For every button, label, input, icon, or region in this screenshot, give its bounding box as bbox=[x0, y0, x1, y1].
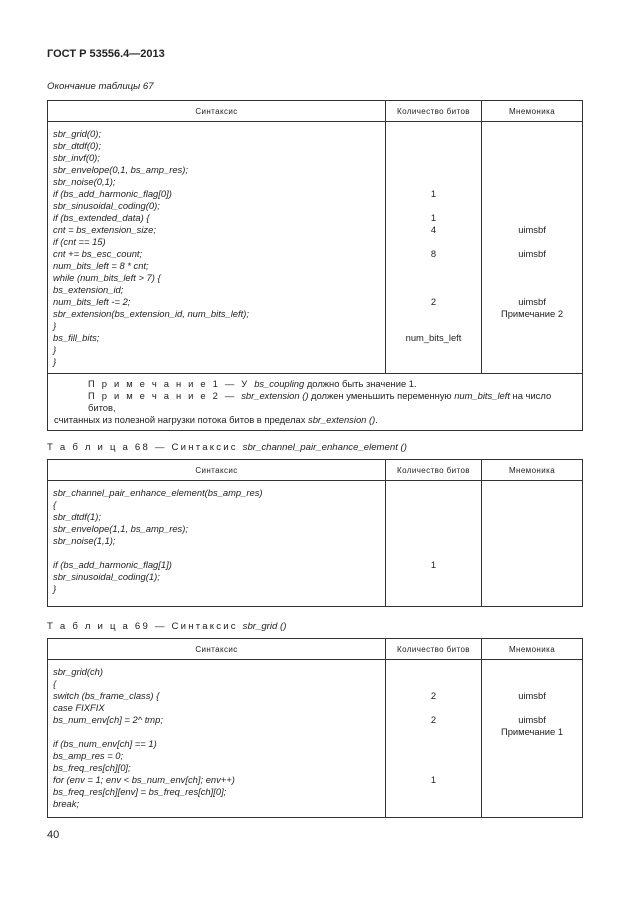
table-cell: 1 bbox=[430, 212, 437, 223]
table67-caption: Окончание таблицы 67 bbox=[47, 81, 154, 92]
bits-column bbox=[386, 481, 482, 606]
table-cell: if (bs_num_env[ch] == 1) bbox=[53, 738, 157, 749]
table-cell bbox=[386, 236, 481, 248]
note-2-continued: считанных из полезной нагрузки потока битов в пределах sbr_extension (). bbox=[54, 414, 378, 425]
table-cell: { bbox=[53, 499, 57, 510]
table-cell bbox=[386, 200, 481, 212]
table-cell bbox=[386, 798, 481, 810]
table-cell: sbr_grid(ch) bbox=[53, 666, 104, 677]
table-cell bbox=[482, 260, 582, 272]
table-cell bbox=[386, 128, 481, 140]
table-cell: sbr_envelope(1,1, bs_amp_res); bbox=[53, 523, 188, 534]
bits-column bbox=[386, 660, 482, 818]
table-cell: 1 bbox=[430, 774, 437, 785]
table-cell bbox=[386, 140, 481, 152]
table-cell bbox=[48, 726, 385, 738]
col-header-syntax: Синтаксис bbox=[48, 460, 386, 480]
table-cell bbox=[482, 738, 582, 750]
table-cell bbox=[482, 128, 582, 140]
table-cell bbox=[386, 487, 481, 499]
table-cell bbox=[482, 487, 582, 499]
table-cell: bs_amp_res = 0; bbox=[53, 750, 124, 761]
col-header-syntax: Синтаксис bbox=[48, 101, 386, 121]
table-cell bbox=[386, 152, 481, 164]
table-cell: bs_extension_id; bbox=[53, 284, 124, 295]
table-cell: Примечание 2 bbox=[500, 308, 564, 319]
col-header-mnemonic: Мнемоника bbox=[508, 465, 556, 475]
table-cell bbox=[386, 344, 481, 356]
table-header bbox=[48, 101, 582, 122]
table-cell bbox=[482, 666, 582, 678]
table-cell: sbr_dtdf(0); bbox=[53, 140, 101, 151]
col-header-bits: Количество битов bbox=[386, 639, 482, 659]
table-68 bbox=[47, 459, 583, 607]
table-body bbox=[48, 122, 582, 373]
table-cell: for (env = 1; env < bs_num_env[ch]; env++) bbox=[53, 774, 235, 785]
table-69 bbox=[47, 638, 583, 818]
table-cell bbox=[482, 236, 582, 248]
table-body bbox=[48, 481, 582, 606]
table-cell bbox=[482, 344, 582, 356]
table-cell: } bbox=[53, 320, 57, 331]
table-cell bbox=[482, 798, 582, 810]
document-header: ГОСТ Р 53556.4—2013 bbox=[47, 48, 165, 60]
table-cell bbox=[386, 726, 481, 738]
table-cell bbox=[386, 272, 481, 284]
table-cell bbox=[386, 164, 481, 176]
table-cell: bs_num_env[ch] = 2^ tmp; bbox=[53, 714, 163, 725]
table-cell bbox=[482, 356, 582, 368]
table-cell: cnt += bs_esc_count; bbox=[53, 248, 143, 259]
syntax-column bbox=[48, 122, 386, 373]
table-cell bbox=[482, 212, 582, 224]
table-cell: { bbox=[53, 678, 57, 689]
table-cell: uimsbf bbox=[518, 714, 546, 725]
table-cell: num_bits_left = 8 * cnt; bbox=[53, 260, 149, 271]
table-cell: sbr_grid(0); bbox=[53, 128, 101, 139]
mnemonic-column bbox=[482, 481, 582, 606]
col-header-syntax: Синтаксис bbox=[48, 639, 386, 659]
table-cell bbox=[482, 284, 582, 296]
table-cell: bs_freq_res[ch][env] = bs_freq_res[ch][0]; bbox=[53, 786, 227, 797]
table-cell bbox=[386, 738, 481, 750]
table-cell: 2 bbox=[430, 714, 437, 725]
table-cell bbox=[482, 762, 582, 774]
table-cell bbox=[386, 583, 481, 595]
syntax-column bbox=[48, 481, 386, 606]
table-cell bbox=[482, 786, 582, 798]
table-header bbox=[48, 639, 582, 660]
table-cell bbox=[386, 762, 481, 774]
table-cell bbox=[386, 176, 481, 188]
table-cell bbox=[482, 571, 582, 583]
table-notes bbox=[48, 373, 582, 430]
table-cell bbox=[386, 678, 481, 690]
table-cell: bs_fill_bits; bbox=[53, 332, 100, 343]
table-cell bbox=[482, 152, 582, 164]
table-cell bbox=[386, 320, 481, 332]
table-cell bbox=[386, 499, 481, 511]
table-body bbox=[48, 660, 582, 818]
syntax-column bbox=[48, 660, 386, 818]
table-cell bbox=[482, 583, 582, 595]
table-cell bbox=[386, 511, 481, 523]
table-cell bbox=[386, 786, 481, 798]
table-cell: sbr_sinusoidal_coding(0); bbox=[53, 200, 160, 211]
table-cell: uimsbf bbox=[518, 296, 546, 307]
table-cell: sbr_sinusoidal_coding(1); bbox=[53, 571, 160, 582]
table-67 bbox=[47, 100, 583, 431]
table-cell bbox=[386, 535, 481, 547]
table-cell: } bbox=[53, 356, 57, 367]
table-cell: uimsbf bbox=[518, 224, 546, 235]
table-cell: cnt = bs_extension_size; bbox=[53, 224, 156, 235]
table-cell bbox=[386, 750, 481, 762]
table-cell bbox=[386, 666, 481, 678]
table-cell: if (bs_add_harmonic_flag[1]) bbox=[53, 559, 172, 570]
table-cell: sbr_invf(0); bbox=[53, 152, 100, 163]
table-cell bbox=[386, 547, 481, 559]
table-cell bbox=[482, 750, 582, 762]
table-cell bbox=[482, 499, 582, 511]
table-cell: case FIXFIX bbox=[53, 702, 105, 713]
mnemonic-column bbox=[482, 660, 582, 818]
mnemonic-column bbox=[482, 122, 582, 373]
table-cell bbox=[482, 547, 582, 559]
table-cell: } bbox=[53, 583, 57, 594]
table-cell: if (cnt == 15) bbox=[53, 236, 106, 247]
page-number: 40 bbox=[47, 829, 60, 841]
table-cell bbox=[482, 200, 582, 212]
table-cell bbox=[482, 678, 582, 690]
table-cell: bs_freq_res[ch][0]; bbox=[53, 762, 131, 773]
col-header-bits: Количество битов bbox=[386, 460, 482, 480]
table-cell bbox=[482, 535, 582, 547]
table68-caption: Т а б л и ц а 68 — Синтаксис sbr_channel_pair_enhance_element () bbox=[47, 442, 407, 453]
table-cell: break; bbox=[53, 798, 80, 809]
table-cell: } bbox=[53, 344, 57, 355]
table-cell bbox=[482, 523, 582, 535]
table-cell: switch (bs_frame_class) { bbox=[53, 690, 160, 701]
table-cell bbox=[482, 774, 582, 786]
table-cell: uimsbf bbox=[518, 248, 546, 259]
col-header-mnemonic: Мнемоника bbox=[508, 644, 556, 654]
table-cell: 1 bbox=[430, 559, 437, 570]
note-1: П р и м е ч а н и е 1 — У bs_coupling должно быть значение 1. bbox=[88, 378, 417, 389]
table-cell bbox=[482, 702, 582, 714]
table-cell bbox=[482, 140, 582, 152]
table-cell bbox=[482, 164, 582, 176]
table-cell: sbr_dtdf(1); bbox=[53, 511, 101, 522]
table-cell: 2 bbox=[430, 690, 437, 701]
table-cell bbox=[386, 523, 481, 535]
table-cell bbox=[386, 702, 481, 714]
note-2: П р и м е ч а н и е 2 — sbr_extension () должен уменьшить переменную num_bits_left на число битов, bbox=[88, 390, 552, 413]
table-cell: 2 bbox=[430, 296, 437, 307]
table-cell: num_bits_left bbox=[405, 332, 462, 343]
table-cell: if (bs_add_harmonic_flag[0]) bbox=[53, 188, 172, 199]
table-cell: sbr_channel_pair_enhance_element(bs_amp_res) bbox=[53, 487, 263, 498]
table-cell bbox=[482, 188, 582, 200]
table-cell: while (num_bits_left > 7) { bbox=[53, 272, 161, 283]
table-cell: sbr_noise(1,1); bbox=[53, 535, 116, 546]
table69-caption: Т а б л и ц а 69 — Синтаксис sbr_grid () bbox=[47, 621, 287, 632]
table-cell: 4 bbox=[430, 224, 437, 235]
table-cell: 8 bbox=[430, 248, 437, 259]
col-header-bits: Количество битов bbox=[386, 101, 482, 121]
table-header bbox=[48, 460, 582, 481]
table-cell bbox=[482, 272, 582, 284]
table-cell bbox=[386, 284, 481, 296]
table-cell: if (bs_extended_data) { bbox=[53, 212, 150, 223]
table-cell: 1 bbox=[430, 188, 437, 199]
table-cell bbox=[482, 511, 582, 523]
table-cell bbox=[386, 571, 481, 583]
table-cell: sbr_envelope(0,1, bs_amp_res); bbox=[53, 164, 188, 175]
bits-column bbox=[386, 122, 482, 373]
table-cell: uimsbf bbox=[518, 690, 546, 701]
table-cell: sbr_extension(bs_extension_id, num_bits_left); bbox=[53, 308, 249, 319]
table-cell bbox=[482, 332, 582, 344]
table-cell: Примечание 1 bbox=[500, 726, 564, 737]
table-cell bbox=[482, 176, 582, 188]
table-cell bbox=[482, 320, 582, 332]
table-cell bbox=[48, 547, 385, 559]
table-cell bbox=[386, 308, 481, 320]
table-cell: sbr_noise(0,1); bbox=[53, 176, 116, 187]
table-cell bbox=[482, 559, 582, 571]
col-header-mnemonic: Мнемоника bbox=[508, 106, 556, 116]
table-cell bbox=[386, 356, 481, 368]
table-cell: num_bits_left -= 2; bbox=[53, 296, 131, 307]
table-cell bbox=[386, 260, 481, 272]
